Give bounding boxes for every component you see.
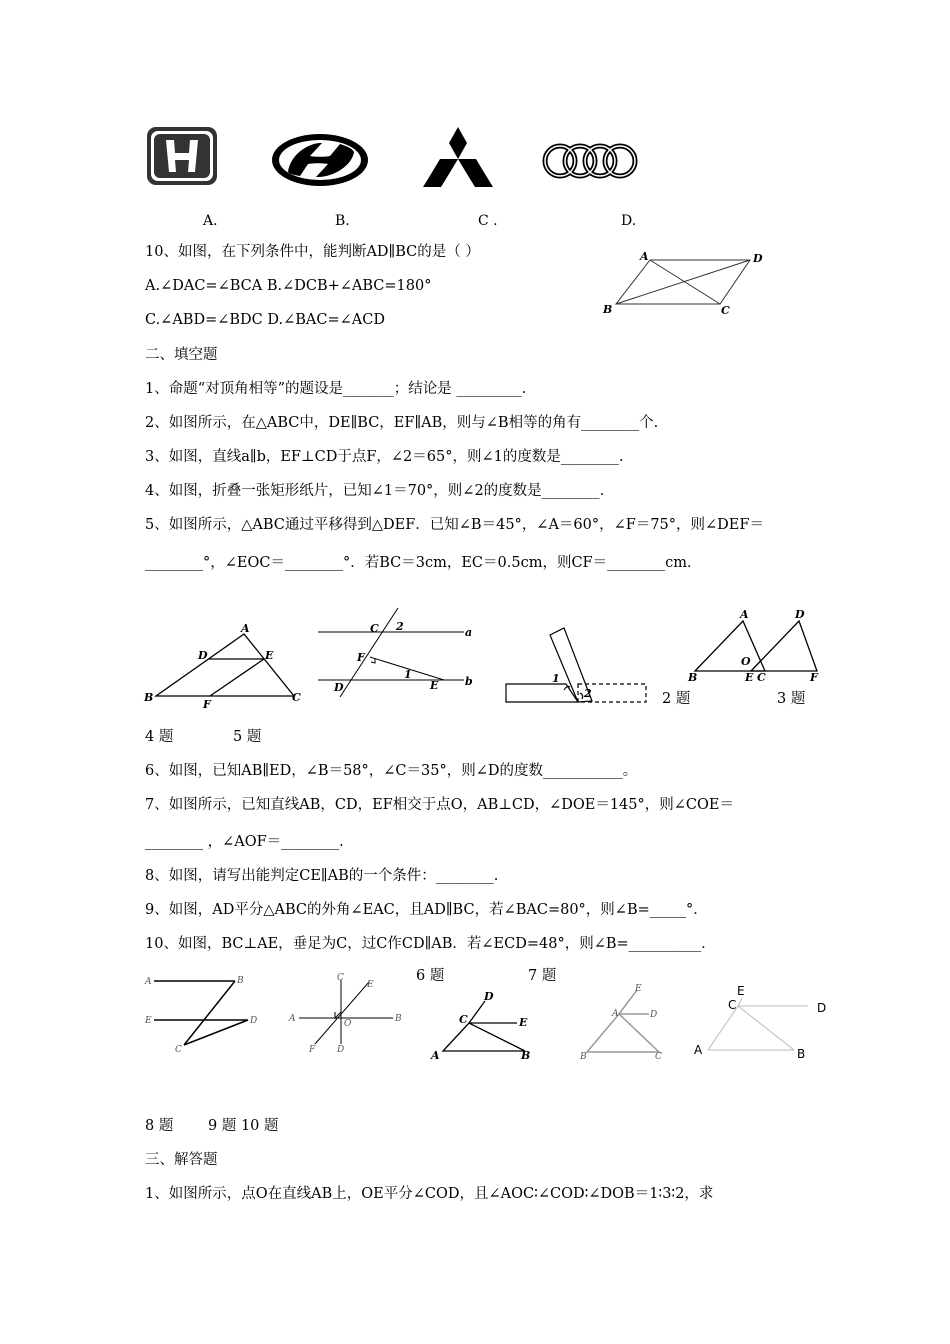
svg-text:C: C [337,973,344,983]
section3-title: 三、解答题 [145,1152,218,1168]
caption-q8: 8 题 [145,1118,174,1134]
perpendicular-bc-figure [690,980,835,1065]
svg-text:b: b [465,675,473,688]
svg-text:D: D [337,1045,345,1055]
exterior-bisector-figure [575,980,675,1065]
svg-text:B: B [395,1014,402,1024]
audi-logo [542,140,638,182]
hyundai-logo [270,132,370,188]
svg-text:2: 2 [584,687,592,700]
svg-text:E: E [430,679,439,692]
svg-text:A: A [241,622,250,635]
svg-text:C: C [721,304,730,317]
svg-text:1: 1 [404,668,412,681]
svg-text:A: A [289,1014,296,1024]
caption-q6: 6 题 [416,968,445,984]
svg-text:F: F [203,698,211,711]
option-label-d: D. [621,213,637,229]
svg-text:B: B [688,671,698,684]
svg-text:D: D [334,681,344,694]
svg-text:E: E [519,1016,528,1029]
fill-q8: 8、如图，请写出能判定CE∥AB的一个条件：________. [145,868,499,884]
intersecting-lines-figure [285,968,410,1063]
svg-text:F: F [309,1045,316,1055]
fill-q7-line1: 7、如图所示，已知直线AB，CD，EF相交于点O，AB⊥CD，∠DOE＝145°，则∠COE＝ [145,797,734,813]
svg-text:D: D [484,990,494,1003]
svg-text:B: B [237,976,244,986]
svg-text:D: D [817,1001,827,1015]
svg-text:O: O [741,655,751,668]
fill-q9: 9、如图，AD平分△ABC的外角∠EAC，且AD∥BC，若∠BAC=80°，则∠B=_____°． [145,902,708,918]
svg-text:E: E [145,1016,152,1026]
q10-options-ab: A.∠DAC=∠BCA B.∠DCB+∠ABC=180° [145,278,432,294]
svg-text:A: A [431,1049,440,1062]
honda-logo [146,126,218,186]
svg-text:B: B [521,1049,531,1062]
svg-text:D: D [795,608,805,621]
svg-text:E: E [265,649,274,662]
fill-q3: 3、如图，直线a∥b，EF⊥CD于点F，∠2＝65°，则∠1的度数是________. [145,449,624,465]
ce-parallel-figure [425,985,545,1065]
parallel-lines-figure [312,605,482,700]
caption-q5: 5 题 [233,729,262,745]
z-shape-figure [140,968,270,1058]
caption-q4: 4 题 [145,729,174,745]
fill-q4: 4、如图，折叠一张矩形纸片，已知∠1＝70°，则∠2的度数是________. [145,483,605,499]
q10-options-cd: C.∠ABD=∠BDC D.∠BAC=∠ACD [145,312,385,328]
svg-text:E: E [745,671,754,684]
svg-text:E: E [367,980,374,990]
svg-text:D: D [198,649,208,662]
svg-text:O: O [344,1019,352,1029]
fill-q1: 1、命题“对顶角相等”的题设是_______；结论是 _________. [145,381,527,397]
svg-text:1: 1 [552,672,560,685]
svg-text:D: D [753,252,763,265]
svg-text:C: C [757,671,766,684]
parallelogram-figure [600,248,770,320]
svg-text:C: C [728,998,737,1012]
svg-text:C: C [459,1013,468,1026]
folded-paper-figure [500,625,660,710]
section2-title: 二、填空题 [145,347,218,363]
svg-text:F: F [357,651,365,664]
fill-q10: 10、如图，BC⊥AE，垂足为C，过C作CD∥AB．若∠ECD=48°，则∠B=__________． [145,936,716,952]
svg-text:C: C [370,622,379,635]
svg-text:B: B [580,1052,587,1062]
svg-text:a: a [465,626,473,639]
svg-text:D: D [650,1010,658,1020]
svg-text:A: A [640,250,649,263]
q10-stem: 10、如图，在下列条件中，能判断AD∥BC的是（ ） [145,244,480,260]
fill-q7-line2: ________ ，∠AOF＝________. [145,834,344,850]
caption-q9-q10: 9 题 10 题 [208,1118,279,1134]
svg-text:A: A [740,608,749,621]
answer-q1: 1、如图所示，点O在直线AB上，OE平分∠COD，且∠AOC∶∠COD∶∠DOB＝1∶3∶2，求 [145,1186,714,1202]
svg-text:B: B [144,691,154,704]
fill-q5-line2: ________°，∠EOC＝________°．若BC＝3cm，EC＝0.5cm，则CF＝________cm． [145,555,702,571]
svg-text:C: C [175,1045,182,1055]
mitsubishi-logo [423,126,493,188]
fill-q2: 2、如图所示，在△ABC中，DE∥BC，EF∥AB，则与∠B相等的角有________个. [145,415,659,431]
svg-text:F: F [810,671,818,684]
option-label-b: B. [335,213,350,229]
svg-text:B: B [603,303,613,316]
option-label-c: C . [478,213,498,229]
option-label-a: A. [203,213,218,229]
svg-text:A: A [612,1009,619,1019]
svg-text:E: E [635,984,642,994]
svg-text:E: E [737,984,745,998]
translated-triangles-figure [685,605,825,685]
caption-q3: 3 题 [777,691,806,707]
svg-text:C: C [655,1052,662,1062]
svg-text:C: C [292,691,301,704]
svg-text:A: A [145,977,152,987]
fill-q5-line1: 5、如图所示，△ABC通过平移得到△DEF．已知∠B＝45°，∠A＝60°，∠F＝75°，则∠DEF＝ [145,517,764,533]
svg-text:2: 2 [396,620,404,633]
svg-text:B: B [797,1047,806,1061]
svg-text:A: A [694,1043,703,1057]
triangle-de-ef-figure [140,620,310,710]
caption-q2: 2 题 [662,691,691,707]
fill-q6: 6、如图，已知AB∥ED，∠B＝58°，∠C＝35°，则∠D的度数___________。 [145,763,638,779]
svg-text:D: D [250,1016,258,1026]
caption-q7: 7 题 [528,968,557,984]
